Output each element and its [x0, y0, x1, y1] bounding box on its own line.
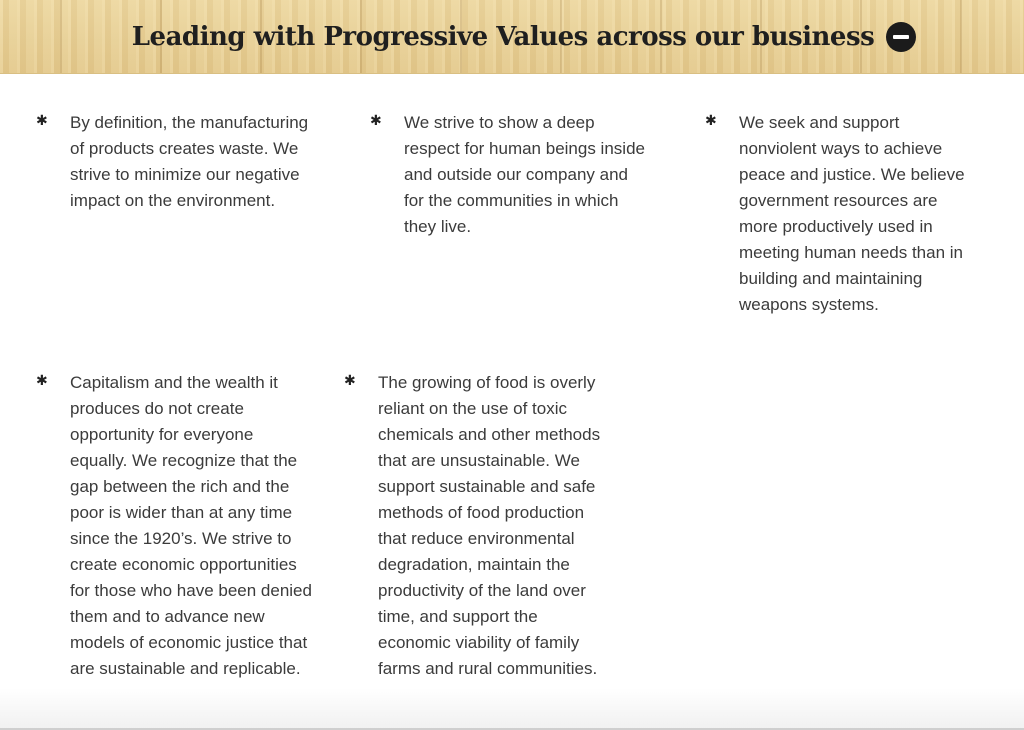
section-header — [0, 0, 1024, 74]
value-text: We strive to show a deep respect for human beings inside and outside our company and for the communities in which they live. — [404, 113, 645, 236]
value-text: We seek and support nonviolent ways to achieve peace and justice. We believe government resources are more productively used in meeting human needs than in building and maintaining weapons systems. — [739, 113, 965, 314]
bottom-fade — [0, 688, 1024, 730]
minus-circle-icon — [893, 35, 909, 39]
value-text: Capitalism and the wealth it produces do not create opportunity for everyone equally. We recognize that the gap between the rich and the poor is wider than at any time since the 1920’s. We strive to create economic opportunities for those who have been denied them and to advance new models of economic justice that are sustainable and replicable. — [70, 373, 312, 678]
asterisk-bullet-icon: ✱ — [36, 373, 48, 389]
asterisk-bullet-icon: ✱ — [36, 113, 48, 129]
value-text: The growing of food is overly reliant on the use of toxic chemicals and other methods that are unsustainable. We support sustainable and safe methods of food production that reduce environmental degradation, maintain the productivity of the land over time, and support the economic viability of family farms and rural communities. — [378, 373, 601, 678]
value-text: By definition, the manufacturing of products creates waste. We strive to minimize our negative impact on the environment. — [70, 113, 309, 210]
asterisk-bullet-icon: ✱ — [344, 373, 356, 389]
asterisk-bullet-icon: ✱ — [370, 113, 382, 129]
collapse-toggle-button[interactable] — [886, 22, 916, 52]
section-title: Leading with Progressive Values across our business — [131, 21, 875, 52]
asterisk-bullet-icon: ✱ — [705, 113, 717, 129]
